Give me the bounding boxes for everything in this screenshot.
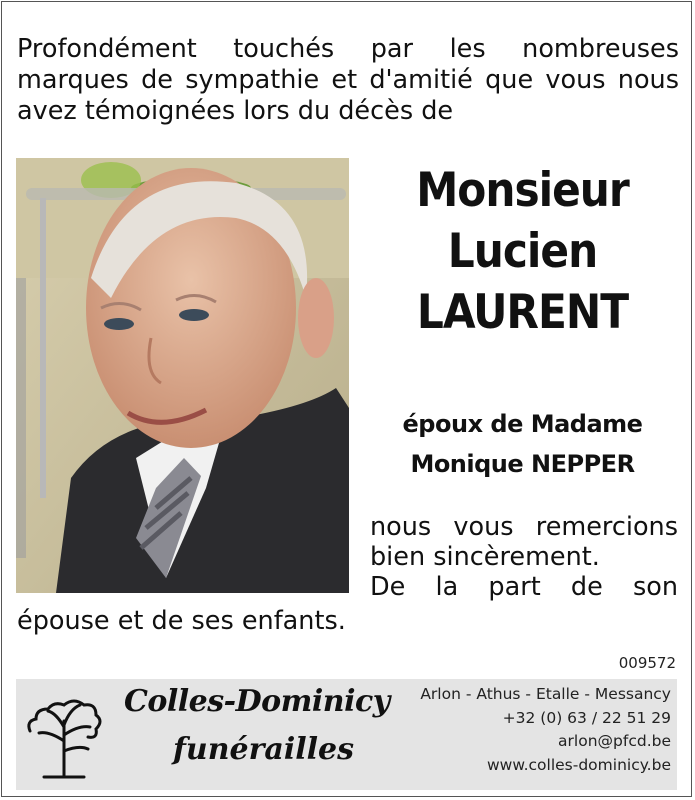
contact-block [420,683,671,777]
deceased-title: Monsieur [416,163,629,218]
brand-subtitle: funérailles [173,732,355,767]
spouse-info [370,404,675,484]
funeral-home-banner [16,679,677,790]
phone-text: +32 (0) 63 / 22 51 29 [502,708,671,727]
brand-name: Colles-Dominicy [124,684,390,719]
website-text: www.colles-dominicy.be [486,755,671,774]
thanks-line4: épouse et de ses enfants. [17,606,346,636]
intro-text: Profondément touchés par les nombreuses marques de sympathie et d'amitié que vous nous avez témoignées lors du décès de [17,34,679,126]
deceased-name [370,160,675,343]
deceased-last-name: LAURENT [416,285,629,340]
locations-text: Arlon - Athus - Etalle - Messancy [420,685,671,703]
thanks-line2: bien sincèrement. [370,542,600,572]
spouse-line2: Monique NEPPER [410,450,635,478]
tree-logo-icon [24,691,104,779]
thanks-line1: nous vous remercions [370,512,678,542]
spouse-line1: époux de Madame [402,410,643,438]
reference-number: 009572 [618,654,676,672]
portrait-photo [16,158,349,593]
thanks-line3: De la part de son [370,572,678,602]
email-text: arlon@pfcd.be [558,732,671,750]
deceased-first-name: Lucien [447,224,598,279]
